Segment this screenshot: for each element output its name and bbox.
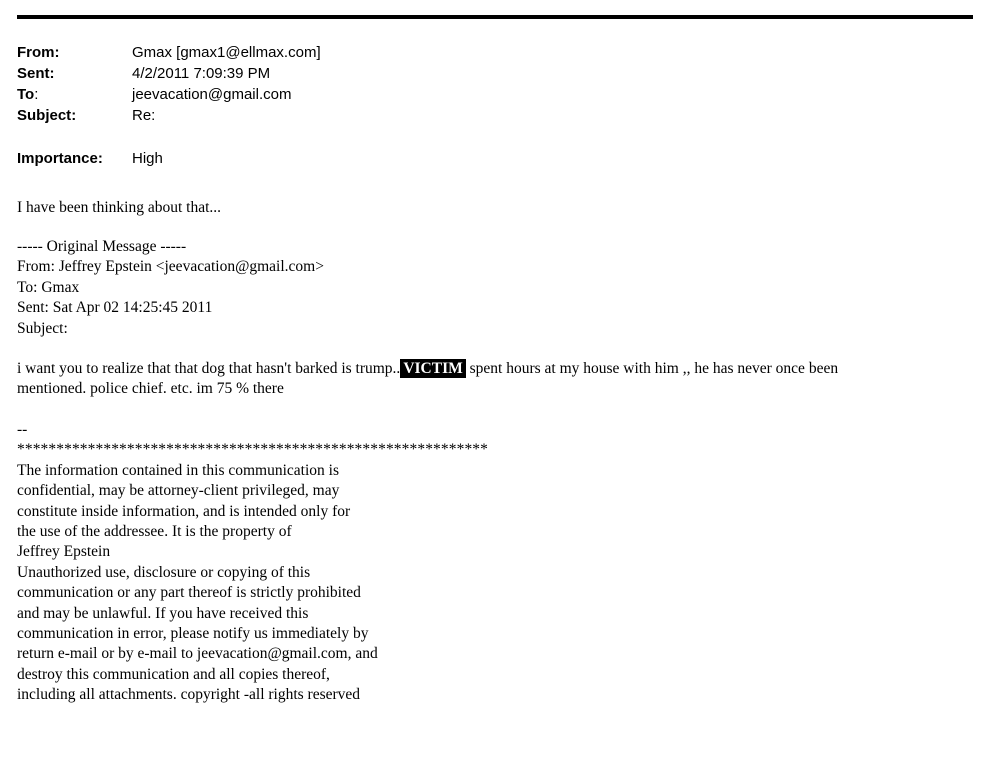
original-sent: Sent: Sat Apr 02 14:25:45 2011 <box>17 299 213 317</box>
message-before-redaction: i want you to realize that that dog that hasn't barked is trump.. <box>17 360 401 377</box>
original-message-body <box>17 359 838 400</box>
subject-value: Re: <box>132 107 156 124</box>
disclaimer-line: communication or any part thereof is strictly prohibited <box>17 584 361 602</box>
disclaimer-line: Unauthorized use, disclosure or copying of this <box>17 563 311 581</box>
signature-stars: ************************************************************ <box>17 441 488 459</box>
to-label: To: <box>17 86 39 103</box>
from-label: From: <box>17 44 60 61</box>
original-divider: ----- Original Message ----- <box>17 238 187 255</box>
disclaimer-line: and may be unlawful. If you have received this <box>17 604 309 622</box>
from-value: Gmax [gmax1@ellmax.com] <box>132 44 321 61</box>
disclaimer-line: destroy this communication and all copies thereof, <box>17 665 330 683</box>
disclaimer-line: constitute inside information, and is intended only for <box>17 502 351 520</box>
importance-label: Importance: <box>17 150 103 167</box>
message-line-1 <box>17 359 838 379</box>
disclaimer-line: the use of the addressee. It is the property of <box>17 523 292 541</box>
to-value: jeevacation@gmail.com <box>132 86 292 103</box>
original-message-block <box>17 237 324 339</box>
sent-label: Sent: <box>17 65 55 82</box>
reply-text: I have been thinking about that... <box>17 199 222 216</box>
original-subject: Subject: <box>17 319 68 337</box>
disclaimer-line: confidential, may be attorney-client privileged, may <box>17 482 340 500</box>
disclaimer-line: communication in error, please notify us immediately by <box>17 625 369 643</box>
sent-value: 4/2/2011 7:09:39 PM <box>132 65 271 82</box>
message-after-redaction: spent hours at my house with him ,, he has never once been <box>465 360 839 377</box>
top-rule <box>17 15 973 19</box>
signature-block <box>17 420 488 706</box>
disclaimer-line: Jeffrey Epstein <box>17 543 111 561</box>
signature-dashes: -- <box>17 421 28 438</box>
message-line-2: mentioned. police chief. etc. im 75 % there <box>17 380 284 398</box>
disclaimer-line: including all attachments. copyright -all rights reserved <box>17 686 361 704</box>
subject-label: Subject: <box>17 107 77 124</box>
importance-value: High <box>132 150 163 167</box>
redaction-box: VICTIM <box>400 359 465 378</box>
disclaimer-line: The information contained in this communication is <box>17 461 339 479</box>
original-to: To: Gmax <box>17 278 80 296</box>
original-from: From: Jeffrey Epstein <jeevacation@gmail.com> <box>17 258 324 276</box>
disclaimer-line: return e-mail or by e-mail to jeevacation@gmail.com, and <box>17 645 378 663</box>
